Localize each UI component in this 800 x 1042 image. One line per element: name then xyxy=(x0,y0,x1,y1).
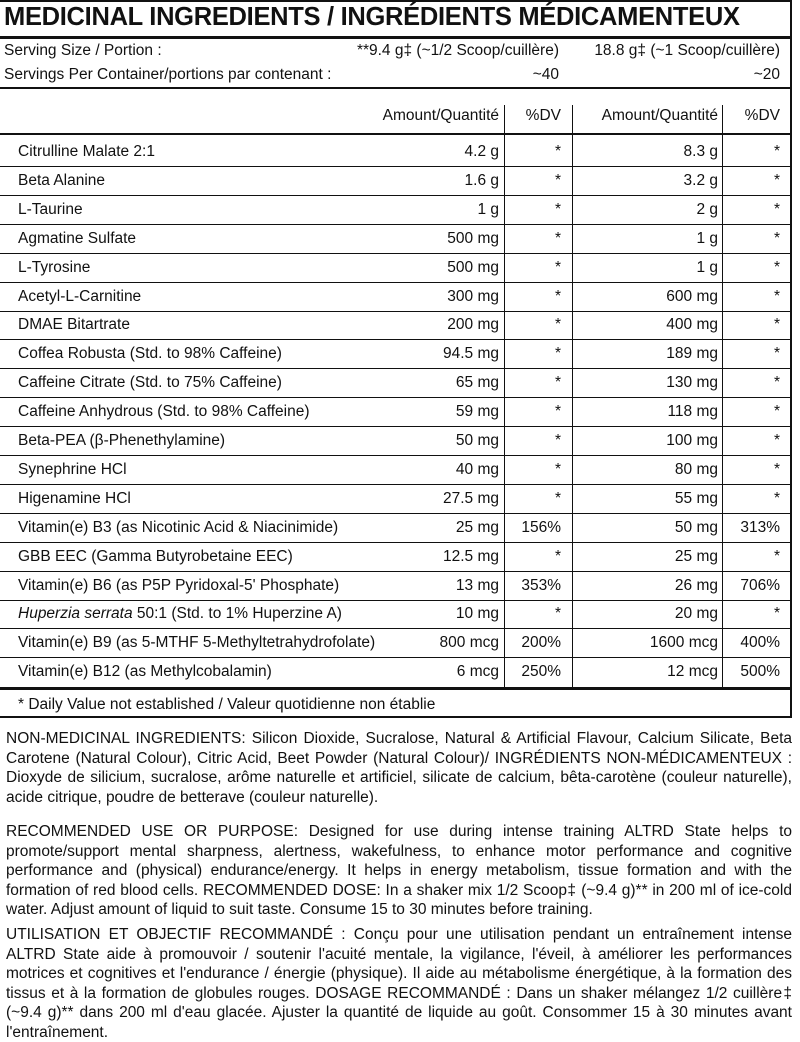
ingredient-dv-1: * xyxy=(554,258,561,276)
ingredient-amount-2: 12 mcg xyxy=(667,663,718,681)
ingredient-name xyxy=(18,287,141,307)
ingredient-name-text: Beta Alanine xyxy=(18,171,106,189)
ingredient-row xyxy=(0,572,790,601)
ingredient-row xyxy=(0,340,790,369)
ingredient-dv-2: 500% xyxy=(740,663,780,681)
ingredient-row xyxy=(0,456,790,485)
ingredient-amount-1: 10 mg xyxy=(455,605,499,623)
ingredient-dv-1: * xyxy=(554,547,561,565)
ingredient-dv-1: * xyxy=(554,460,561,478)
ingredient-dv-2: 400% xyxy=(740,634,780,652)
ingredient-name-text: Synephrine HCl xyxy=(18,460,127,478)
ingredient-dv-2: * xyxy=(773,287,780,305)
ingredient-dv-2: * xyxy=(773,171,780,189)
ingredient-amount-1: 500 mg xyxy=(447,258,499,276)
recommended-dose-label: RECOMMENDED DOSE xyxy=(202,881,377,899)
ingredient-amount-2: 600 mg xyxy=(666,287,718,305)
ingredient-dv-1: * xyxy=(554,345,561,363)
serving-size-col2: 18.8 g‡ (~1 Scoop/cuillère) xyxy=(594,42,780,59)
ingredient-row xyxy=(0,311,790,340)
ingredient-amount-2: 55 mg xyxy=(674,489,718,507)
ingredient-amount-1: 25 mg xyxy=(455,518,499,536)
footnote: * Daily Value not established / Valeur quotidienne non établie xyxy=(18,696,436,713)
ingredient-name-text: Citrulline Malate 2:1 xyxy=(18,143,155,160)
recommended-use-text: Designed for use during intense training ALTRD State helps to promote/support mental sharpness, alertness, wakefulness, to enhance motor performance and cognitive performance and (physical) endurance/energy. It helps in energy metabolism, tissue formation and with the formation of red blood cells. xyxy=(6,823,792,899)
ingredient-row xyxy=(0,514,790,543)
ingredient-dv-2: * xyxy=(773,547,780,565)
ingredient-row xyxy=(0,658,790,687)
header-dv-2: %DV xyxy=(744,107,780,124)
recommended-use xyxy=(6,822,792,920)
ingredient-dv-2: * xyxy=(773,432,780,449)
ingredient-row xyxy=(0,254,790,283)
ingredient-name-text: Vitamin(e) B3 (as Nicotinic Acid & Niacinimide) xyxy=(18,518,339,536)
ingredient-dv-2: * xyxy=(773,460,780,478)
ingredient-row xyxy=(0,196,790,225)
ingredient-dv-2: 313% xyxy=(740,518,780,536)
ingredient-amount-1: 59 mg xyxy=(455,403,499,421)
ingredient-row xyxy=(0,167,790,196)
utilisation-label: UTILISATION ET OBJECTIF RECOMMANDÉ : xyxy=(6,926,346,943)
ingredient-dv-2: * xyxy=(773,200,780,218)
ingredient-dv-1: * xyxy=(554,143,561,160)
ingredient-name xyxy=(18,547,293,567)
serving-size-col1: **9.4 g‡ (~1/2 Scoop/cuillère) xyxy=(356,42,559,59)
ingredient-dv-1: 200% xyxy=(521,634,561,652)
servings-per-container-col1: ~40 xyxy=(532,66,559,83)
ingredient-amount-1: 12.5 mg xyxy=(442,547,499,565)
servings-per-container-label: Servings Per Container/portions par contenant : xyxy=(4,66,332,83)
ingredient-name-text: Vitamin(e) B6 (as P5P Pyridoxal-5' Phosphate) xyxy=(18,576,340,594)
ingredient-amount-2: 8.3 g xyxy=(683,143,718,160)
servings-per-container-col2: ~20 xyxy=(753,66,780,83)
ingredient-name xyxy=(18,142,155,162)
dosage-label: DOSAGE RECOMMANDÉ xyxy=(315,984,501,1002)
ingredient-row xyxy=(0,283,790,312)
ingredient-amount-1: 50 mg xyxy=(455,432,499,449)
ingredient-name xyxy=(18,229,136,249)
ingredient-dv-2: * xyxy=(773,403,780,421)
ingredient-dv-1: * xyxy=(554,287,561,305)
non-medicinal-label: NON-MEDICINAL INGREDIENTS: xyxy=(6,730,246,747)
ingredient-name-text: Caffeine Citrate (Std. to 75% Caffeine) xyxy=(18,374,282,392)
ingredient-amount-2: 26 mg xyxy=(674,576,718,594)
ingredient-dv-1: * xyxy=(554,489,561,507)
ingredient-name-text: Coffea Robusta (Std. to 98% Caffeine) xyxy=(18,345,282,363)
ingredient-amount-2: 1 g xyxy=(696,229,718,247)
ingredient-amount-1: 1 g xyxy=(477,200,499,218)
ingredient-name xyxy=(18,200,83,220)
ingredient-dv-2: * xyxy=(773,229,780,247)
ingredient-name-text: DMAE Bitartrate xyxy=(18,316,130,334)
ingredient-amount-1: 6 mcg xyxy=(456,663,499,681)
ingredient-amount-1: 94.5 mg xyxy=(442,345,499,363)
header-amount-1: Amount/Quantité xyxy=(382,107,499,124)
utilisation-recommandee xyxy=(6,925,792,1042)
ingredient-row xyxy=(0,225,790,254)
ingredient-amount-1: 27.5 mg xyxy=(442,489,499,507)
ingredient-dv-2: * xyxy=(773,345,780,363)
ingredient-name-text: L-Taurine xyxy=(18,200,83,218)
ingredient-dv-1: * xyxy=(554,200,561,218)
ingredient-dv-2: 706% xyxy=(740,576,780,594)
panel-title: MEDICINAL INGREDIENTS / INGRÉDIENTS MÉDICAMENTEUX xyxy=(4,3,740,31)
ingredient-dv-1: * xyxy=(554,316,561,334)
ingredient-amount-2: 100 mg xyxy=(666,432,718,449)
ingredient-name xyxy=(18,431,225,451)
ingredient-amount-1: 65 mg xyxy=(455,374,499,392)
non-medicinal-ingredients xyxy=(6,729,792,807)
ingredient-row xyxy=(0,427,790,456)
ingredient-name-text: Agmatine Sulfate xyxy=(18,229,137,247)
ingredient-name-text: Caffeine Anhydrous (Std. to 98% Caffeine) xyxy=(18,403,310,421)
header-dv-1: %DV xyxy=(525,107,561,124)
ingredient-dv-2: * xyxy=(773,489,780,507)
ingredient-dv-1: * xyxy=(554,432,561,449)
ingredient-row xyxy=(0,485,790,514)
ingredient-name xyxy=(18,604,342,624)
ingredient-name-text: Vitamin(e) B12 (as Methylcobalamin) xyxy=(18,663,272,681)
column-divider-2 xyxy=(572,105,573,690)
ingredient-dv-2: * xyxy=(773,258,780,276)
ingredient-row xyxy=(0,600,790,629)
ingredient-dv-1: * xyxy=(554,374,561,392)
ingredient-row xyxy=(0,369,790,398)
ingredient-dv-1: * xyxy=(554,403,561,421)
ingredient-amount-2: 130 mg xyxy=(666,374,718,392)
non-medicinal-text-en: Silicon Dioxide, Sucralose, Natural & Artificial Flavour, Calcium Silicate, Beta Carotene (Natural Colour), Citric Acid, Beet Powder (Natural Colour)/ xyxy=(6,730,792,767)
ingredient-dv-1: * xyxy=(554,229,561,247)
ingredient-name xyxy=(18,402,310,422)
ingredient-name xyxy=(18,373,282,393)
header-rule xyxy=(0,133,790,135)
ingredient-dv-2: * xyxy=(773,605,780,623)
ingredient-name xyxy=(18,171,105,191)
ingredient-amount-2: 25 mg xyxy=(674,547,718,565)
ingredient-name-text: 50:1 (Std. to 1% Huperzine A) xyxy=(132,605,342,623)
column-divider-3 xyxy=(722,105,723,690)
ingredient-amount-2: 118 mg xyxy=(667,403,718,421)
ingredient-name xyxy=(18,258,90,278)
ingredient-amount-2: 189 mg xyxy=(666,345,718,363)
ingredient-dv-2: * xyxy=(773,143,780,160)
ingredient-amount-2: 50 mg xyxy=(674,518,718,536)
ingredient-name xyxy=(18,662,272,682)
dosage-text: : Dans un shaker mélangez 1/2 cuillère‡ (~9.4 g)** dans 200 ml d'eau glacée. Ajuster la quantité de liquide au goût. Consommer 15 à 30 minutes avant l'entraînement. xyxy=(6,984,792,1041)
non-medicinal-label-fr: INGRÉDIENTS NON-MÉDICAMENTEUX : xyxy=(494,749,792,767)
ingredient-amount-1: 4.2 g xyxy=(464,143,499,160)
ingredient-name xyxy=(18,576,339,596)
ingredient-name-text: Higenamine HCl xyxy=(18,489,131,507)
serving-size-label: Serving Size / Portion : xyxy=(4,42,162,59)
ingredient-name-text: GBB EEC (Gamma Butyrobetaine EEC) xyxy=(18,547,293,565)
ingredient-amount-1: 500 mg xyxy=(447,229,499,247)
header-amount-2: Amount/Quantité xyxy=(601,107,718,124)
ingredient-name xyxy=(18,344,282,364)
ingredient-dv-1: 156% xyxy=(521,518,561,536)
ingredient-name-text: Acetyl-L-Carnitine xyxy=(18,287,142,305)
ingredient-dv-1: * xyxy=(554,605,561,623)
ingredient-name xyxy=(18,315,130,335)
ingredient-dv-2: * xyxy=(773,374,780,392)
ingredient-amount-2: 80 mg xyxy=(674,460,718,478)
utilisation-text: Conçu pour une utilisation pendant un entraînement intense ALTRD State aide à promouvoir / soutenir l'acuité mentale, la vigilance, l'éveil, à améliorer les performances motrices et cognitives et l'endurance / énergie (physique). Il aide au métabolisme énergétique, à la formation des tissus et à la formation de globules rouges. xyxy=(6,926,792,1002)
ingredient-dv-1: * xyxy=(554,171,561,189)
ingredient-name xyxy=(18,489,131,509)
title-rule xyxy=(0,36,790,39)
ingredient-amount-1: 13 mg xyxy=(455,576,499,594)
ingredient-amount-2: 3.2 g xyxy=(683,171,718,189)
ingredient-amount-1: 300 mg xyxy=(447,287,499,305)
ingredient-amount-1: 1.6 g xyxy=(464,171,499,189)
ingredient-row xyxy=(0,138,790,167)
ingredient-amount-1: 200 mg xyxy=(447,316,499,334)
ingredient-amount-1: 40 mg xyxy=(455,460,499,478)
serving-rule xyxy=(0,87,790,89)
ingredient-row xyxy=(0,398,790,427)
ingredient-amount-1: 800 mcg xyxy=(439,634,499,652)
ingredient-row xyxy=(0,543,790,572)
ingredient-amount-2: 1 g xyxy=(696,258,718,276)
recommended-dose-text: : In a shaker mix 1/2 Scoop‡ (~9.4 g)** in 200 ml of ice-cold water. Adjust amount of liquid to suit taste. Consume 15 to 30 minutes before training. xyxy=(6,881,792,918)
ingredient-amount-2: 2 g xyxy=(696,200,718,218)
ingredient-amount-2: 400 mg xyxy=(666,316,718,334)
ingredient-amount-2: 20 mg xyxy=(674,605,718,623)
ingredient-name-italic: Huperzia serrata xyxy=(18,605,133,623)
ingredient-name xyxy=(18,518,338,538)
non-medicinal-text-fr: Dioxyde de silicium, sucralose, arôme naturelle et artificiel, silicate de calcium, bêta-carotène (couleur naturelle), acide citrique, poudre de betterave (couleur naturelle). xyxy=(6,769,792,806)
recommended-use-label: RECOMMENDED USE OR PURPOSE: xyxy=(6,823,299,840)
ingredient-dv-2: * xyxy=(773,316,780,334)
ingredient-name-text: Vitamin(e) B9 (as 5-MTHF 5-Methyltetrahydrofolate) xyxy=(18,634,376,652)
ingredient-row xyxy=(0,629,790,658)
table-bottom-rule xyxy=(0,687,790,690)
ingredient-name-text: Beta-PEA (β-Phenethylamine) xyxy=(18,432,226,449)
ingredient-name-text: L-Tyrosine xyxy=(18,258,91,276)
ingredient-dv-1: 250% xyxy=(521,663,561,681)
ingredient-name xyxy=(18,633,375,653)
ingredient-dv-1: 353% xyxy=(521,576,561,594)
ingredient-amount-2: 1600 mcg xyxy=(649,634,718,652)
column-divider-1 xyxy=(504,105,505,690)
ingredient-name xyxy=(18,460,127,480)
